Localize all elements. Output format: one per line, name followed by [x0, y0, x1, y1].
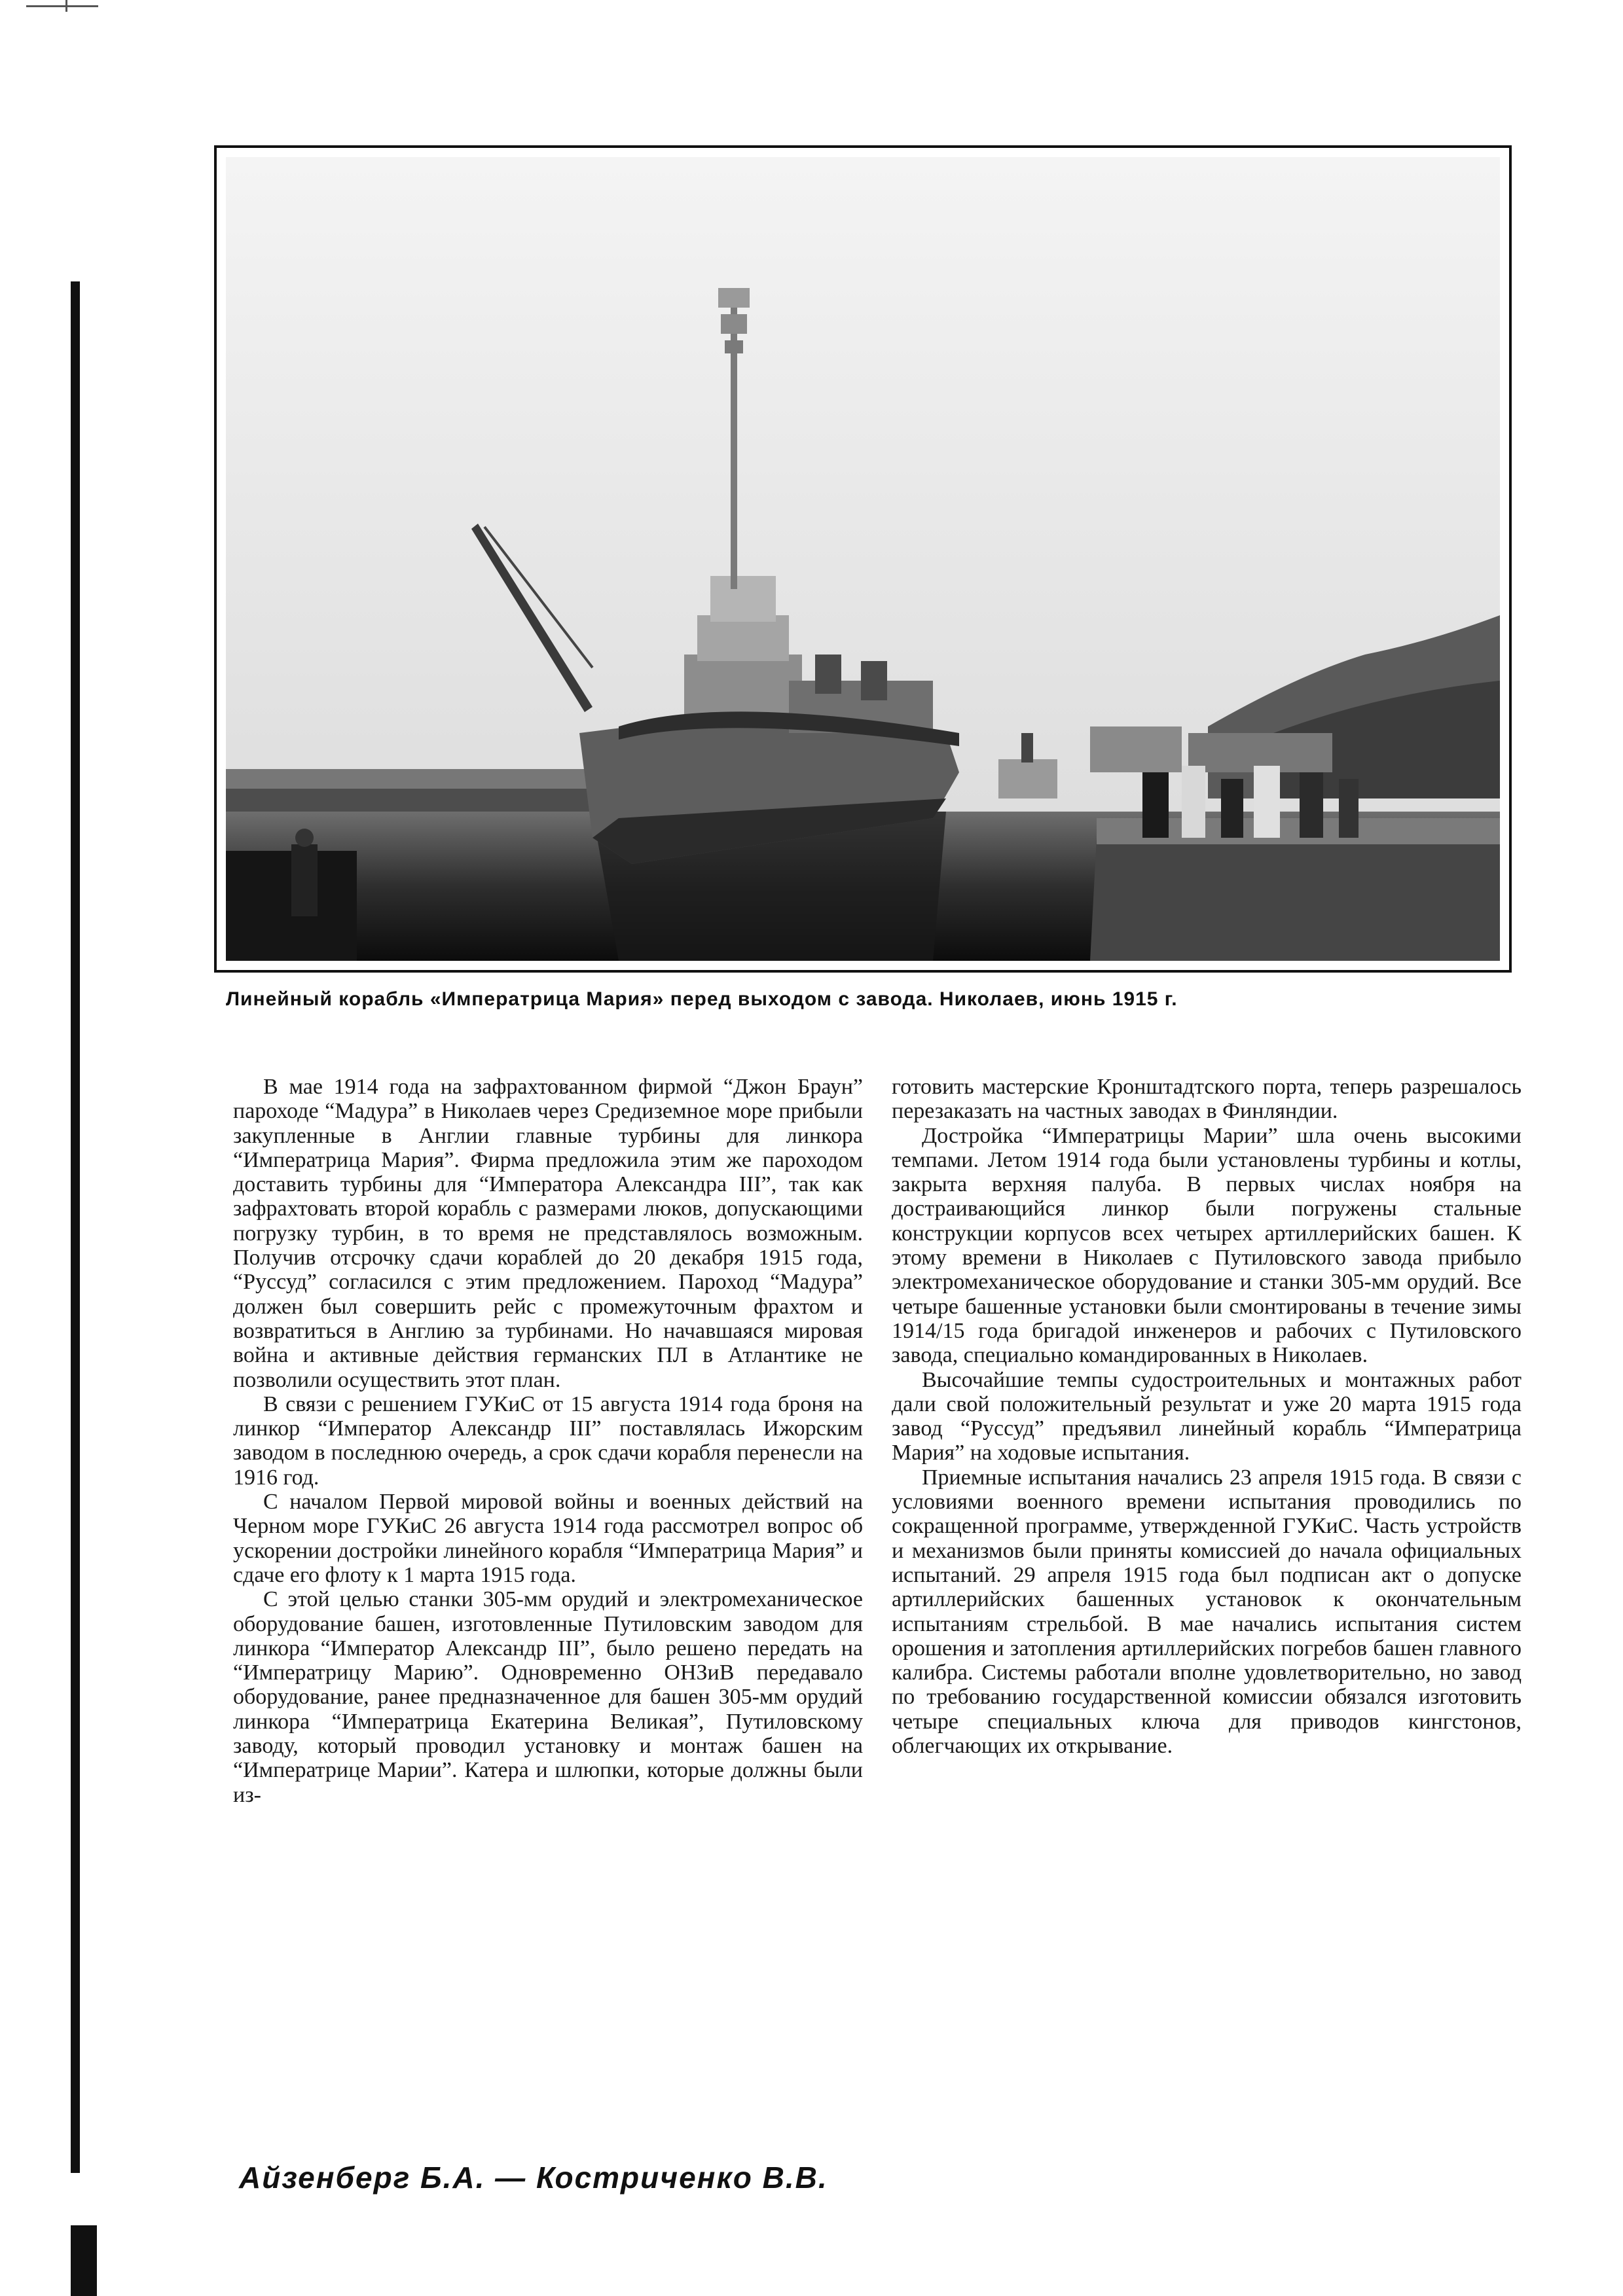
paragraph: Высочайшие темпы судостроительных и монтажных работ дали свой положительный результат и уже 20 марта 1915 года завод “Руссуд” предъявил линейный корабль “Императрица Мария” на ходовые испытания. [892, 1367, 1522, 1465]
scan-corner-mark [0, 0, 105, 13]
authors-footer: Айзенберг Б.А. — Костриченко В.В. [239, 2161, 828, 2195]
paragraph: С этой целью станки 305-мм орудий и электромеханическое оборудование башен, изготовленные Путиловским заводом для линкора “Император Александр III”, было решено передать на “Императрицу Марию”. Одновременно ОНЗиВ передавало оборудование, ранее предназначенное для башен 305-мм орудий линкора “Императрица Екатерина Великая”, Путиловскому заводу, который проводил установку и монтаж башен на “Императрице Марии”. Катера и шлюпки, которые должны были из- [233, 1587, 863, 1807]
photo-frame [214, 145, 1512, 973]
photo-caption: Линейный корабль «Императрица Мария» перед выходом с завода. Николаев, июнь 1915 г. [226, 988, 1178, 1010]
paragraph-continuation: готовить мастерские Кронштадтского порта, теперь разрешалось перезаказать на частных заводах в Финляндии. [892, 1075, 1522, 1124]
paragraph: Достройка “Императрицы Марии” шла очень высокими темпами. Летом 1914 года были установлены турбины и котлы, закрыта верхняя палуба. В первых числах ноября на достраивающийся линкор были погружены стальные конструкции корпусов всех четырех артиллерийских башен. К этому времени в Николаев с Путиловского завода прибыло электромеханическое оборудование и станки 305-мм орудий. Все четыре башенные установки были смонтированы в течение зимы 1914/15 года бригадой инженеров и рабочих с Путиловского завода, специально командированных в Николаев. [892, 1123, 1522, 1368]
article-right-column [892, 1075, 1522, 1758]
scan-edge-shadow [71, 281, 80, 2173]
scan-edge-shadow-bottom [71, 2225, 97, 2296]
paragraph: С началом Первой мировой войны и военных действий на Черном море ГУКиС 26 августа 1914 года рассмотрел вопрос об ускорении достройки линейного корабля “Императрица Мария” и сдаче его флоту к 1 марта 1915 года. [233, 1490, 863, 1587]
paragraph: В связи с решением ГУКиС от 15 августа 1914 года броня на линкор “Император Александр III” поставлялась Ижорским заводом в последнюю очередь, а срок сдачи корабля перенесли на 1916 год. [233, 1391, 863, 1490]
paragraph: Приемные испытания начались 23 апреля 1915 года. В связи с условиями военного времени испытания проводились по сокращенной программе, утвержденной ГУКиС. Часть устройств и механизмов были приняты комиссией до начала официальных испытаний. 29 апреля 1915 года был подписан акт о допуске артиллерийских башенных установок к окончательным испытаниям стрельбой. В мае начались испытания систем орошения и затопления артиллерийских погребов башен главного калибра. Системы работали вполне удовлетворительно, но завод по требованию государственной комиссии обязался изготовить четыре специальных ключа для приводов кингстонов, облегчающих их открывание. [892, 1465, 1522, 1759]
article-left-column [233, 1075, 863, 1807]
battleship-photo-image [226, 157, 1500, 961]
paragraph: В мае 1914 года на зафрахтованном фирмой “Джон Браун” пароходе “Мадура” в Николаев через Средиземное море прибыли закупленные в Англии главные турбины для линкора “Императрица Мария”. Фирма предложила этим же пароходом доставить турбины для “Императора Александра III”, так как зафрахтовать второй корабль с размерами люков, допускающими погрузку турбин, в то время не представлялось возможным. Получив отсрочку сдачи кораблей до 20 декабря 1915 года, “Руссуд” согласился с этим предложением. Пароход “Мадура” должен был совершить рейс с промежуточным фрахтом и возвратиться в Англию за турбинами. Но начавшаяся мировая война и активные действия германских ПЛ в Атлантике не позволили осуществить этот план. [233, 1075, 863, 1392]
battleship-photo [226, 157, 1500, 961]
